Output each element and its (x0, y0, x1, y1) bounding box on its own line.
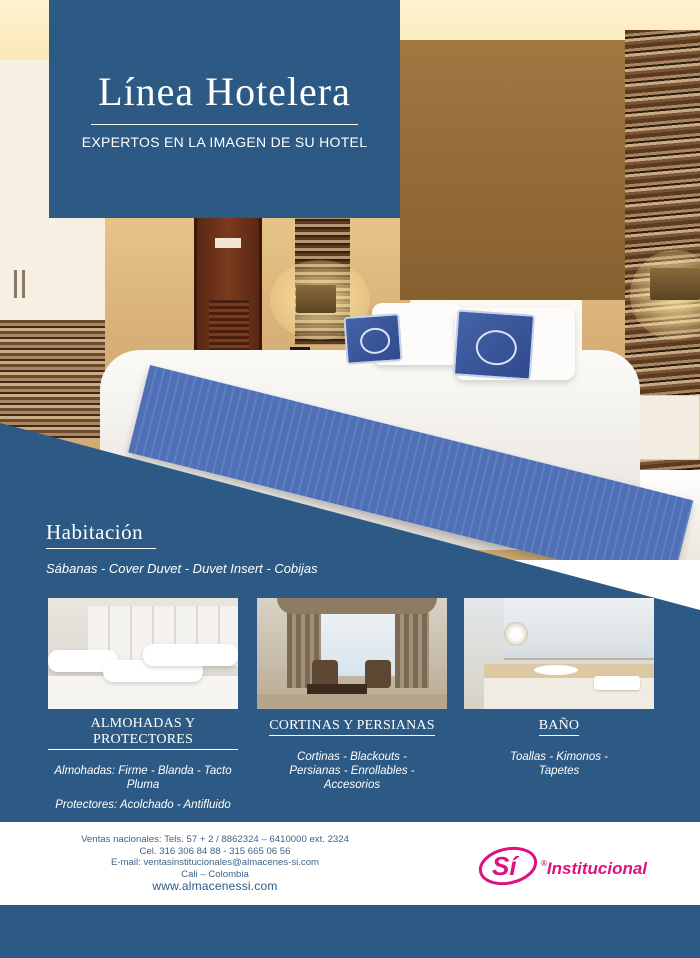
striped-wall-panel (0, 320, 105, 440)
si-logo-mark (478, 846, 538, 886)
category-bathroom (464, 716, 654, 778)
lamp-shade (650, 268, 700, 300)
contact-email[interactable]: E-mail: ventasinstitucionales@almacenes-si.com (110, 857, 320, 868)
page-subtitle: EXPERTOS EN LA IMAGEN DE SU HOTEL (81, 134, 368, 150)
category-title: CORTINAS Y PERSIANAS (269, 718, 434, 736)
svg-text:Sí: Sí (492, 851, 517, 881)
page-title: Línea Hotelera (98, 69, 351, 114)
title-divider (91, 124, 358, 125)
contact-cell: Cel. 316 306 84 88 - 315 665 06 56 (139, 845, 291, 857)
floor (257, 694, 447, 709)
bottom-band (0, 905, 700, 958)
decorative-cushion (453, 309, 535, 380)
contact-info (60, 834, 370, 893)
sink (534, 665, 578, 675)
pillow (143, 644, 238, 666)
armchair (365, 660, 391, 688)
category-curtains (252, 716, 452, 792)
closet-handle (14, 270, 17, 298)
section-items: Sábanas - Cover Duvet - Duvet Insert - Cobijas (46, 561, 318, 576)
contact-city: Cali – Colombia (181, 868, 249, 880)
curtain-valance (277, 598, 437, 614)
decorative-cushion (343, 313, 402, 365)
lamp-shade (296, 285, 336, 313)
section-title: Habitación (46, 520, 144, 544)
category-line: Almohadas: Firme - Blanda - Tacto Pluma (54, 765, 232, 791)
category-description (464, 750, 654, 778)
section-divider (46, 548, 156, 549)
curtains-photo (257, 598, 447, 709)
door-sign (215, 238, 241, 248)
category-description (252, 750, 452, 792)
category-title: BAÑO (539, 718, 579, 736)
category-line: Cortinas - Blackouts - Persianas - Enrollables - Accesorios (289, 751, 415, 791)
registered-mark: ® (541, 859, 547, 868)
logo-text (541, 859, 647, 879)
bathroom-photo (464, 598, 654, 709)
category-line: Protectores: Acolchado - Antifluido (55, 799, 231, 811)
folded-towel (594, 676, 640, 690)
closet-handle (22, 270, 25, 298)
pillows-photo (48, 598, 238, 709)
logo-wordmark: Institucional (546, 859, 648, 878)
orchid (504, 622, 528, 646)
title-box (49, 0, 400, 218)
category-description (48, 764, 238, 812)
category-line: Toallas - Kimonos - Tapetes (509, 751, 608, 777)
footer (0, 822, 700, 905)
category-title: ALMOHADAS Y PROTECTORES (48, 716, 238, 750)
si-institucional-logo (478, 846, 668, 886)
category-pillows (48, 716, 238, 812)
coffee-table (307, 684, 367, 694)
website-link[interactable]: www.almacenessi.com (152, 879, 278, 893)
contact-phones: Ventas nacionales: Tels. 57 + 2 / 8862324 – 6410000 ext. 2324 (81, 834, 349, 845)
